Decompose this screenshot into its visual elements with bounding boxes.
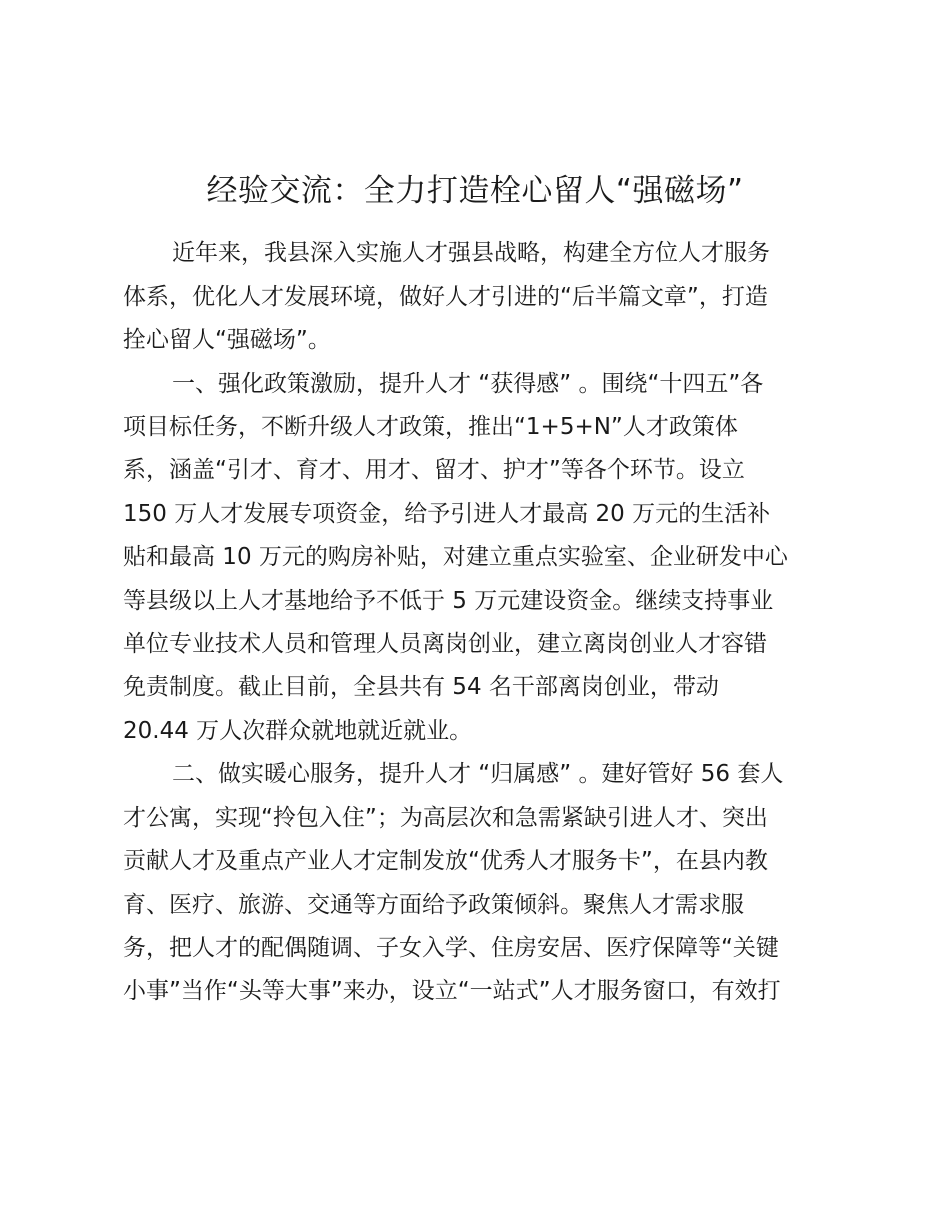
document-title: 经验交流：全力打造栓心留人“强磁场”	[206, 173, 744, 209]
paragraph-line: 系，涵盖“引才、育才、用才、留才、护才”等各个环节。设立	[123, 457, 745, 483]
paragraph-line: 拴心留人“强磁场”。	[123, 327, 331, 353]
paragraph-line: 一、强化政策激励，提升人才 “获得感” 。围绕“十四五”各	[172, 371, 764, 397]
paragraph-line: 小事”当作“头等大事”来办，设立“一站式”人才服务窗口，有效打	[123, 978, 781, 1004]
paragraph-line: 免责制度。截止目前，全县共有 54 名干部离岗创业，带动	[123, 674, 719, 700]
paragraph-line: 才公寓，实现“拎包入住”；为高层次和急需紧缺引进人才、突出	[123, 805, 768, 831]
paragraph-line: 贴和最高 10 万元的购房补贴，对建立重点实验室、企业研发中心	[123, 544, 788, 570]
paragraph-line: 贡献人才及重点产业人才定制发放“优秀人才服务卡”，在县内教	[123, 848, 768, 874]
paragraph-line: 20.44 万人次群众就地就近就业。	[123, 718, 473, 744]
paragraph-line: 等县级以上人才基地给予不低于 5 万元建设资金。继续支持事业	[123, 588, 774, 614]
paragraph-line: 150 万人才发展专项资金，给予引进人才最高 20 万元的生活补	[123, 501, 771, 527]
paragraph-line: 二、做实暖心服务，提升人才 “归属感” 。建好管好 56 套人	[172, 761, 784, 787]
paragraph-line: 务，把人才的配偶随调、子女入学、住房安居、医疗保障等“关键	[123, 935, 779, 961]
paragraph-line: 育、医疗、旅游、交通等方面给予政策倾斜。聚焦人才需求服	[123, 892, 744, 918]
paragraph-line: 单位专业技术人员和管理人员离岗创业，建立离岗创业人才容错	[123, 631, 767, 657]
paragraph-line: 体系，优化人才发展环境，做好人才引进的“后半篇文章”，打造	[123, 284, 768, 310]
paragraph-line: 近年来，我县深入实施人才强县战略，构建全方位人才服务	[172, 240, 770, 266]
paragraph-line: 项目标任务，不断升级人才政策，推出“1+5+N”人才政策体	[123, 414, 738, 440]
